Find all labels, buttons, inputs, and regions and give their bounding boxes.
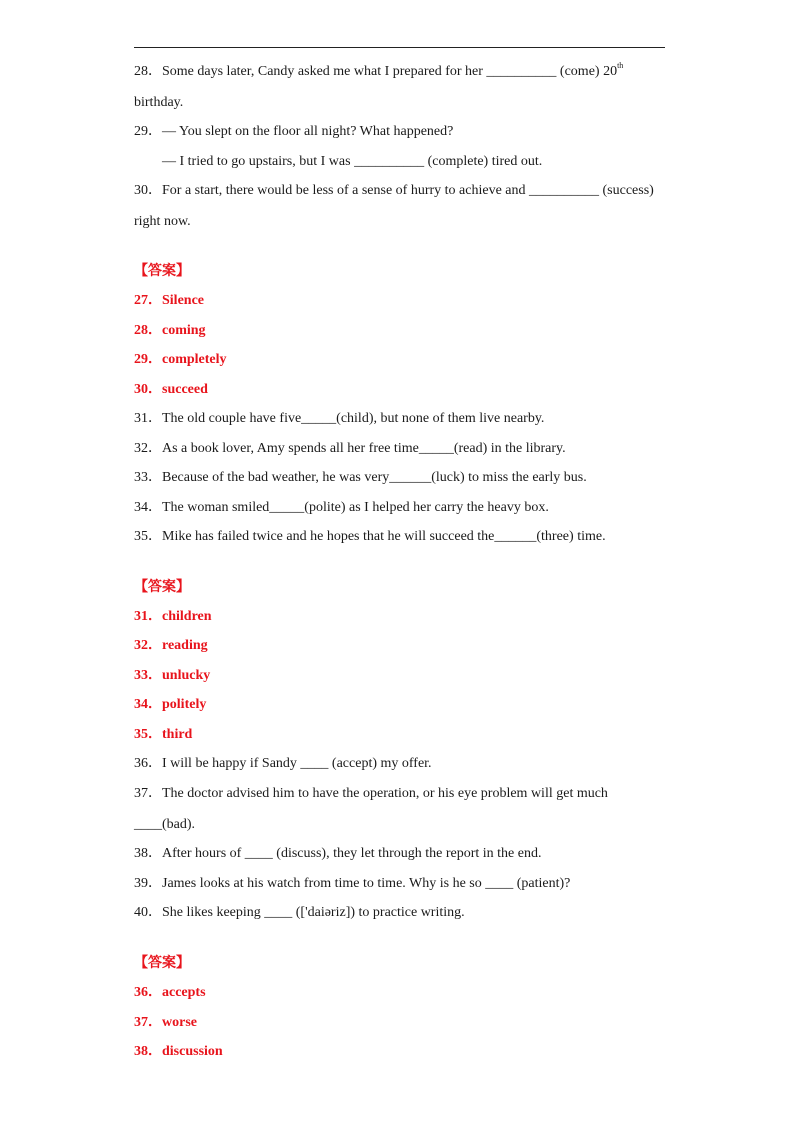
question-32: 32．As a book lover, Amy spends all her free time_____(read) in the library. bbox=[134, 441, 566, 456]
answer-item: 31．children bbox=[134, 609, 212, 624]
question-text: — You slept on the floor all night? What happened? bbox=[162, 124, 454, 139]
answer-item: 28．coming bbox=[134, 323, 206, 338]
question-number: 29． bbox=[134, 124, 162, 139]
answer-item: 29．completely bbox=[134, 352, 227, 367]
question-40: 40．She likes keeping ____ (['daiəriz]) to practice writing. bbox=[134, 905, 465, 920]
answer-heading: 【答案】 bbox=[134, 956, 190, 971]
question-30-continued: right now. bbox=[134, 214, 191, 229]
answer-item: 35．third bbox=[134, 727, 193, 742]
answer-heading: 【答案】 bbox=[134, 580, 190, 595]
question-38: 38．After hours of ____ (discuss), they let through the report in the end. bbox=[134, 846, 542, 861]
question-35: 35．Mike has failed twice and he hopes that he will succeed the______(three) time. bbox=[134, 529, 606, 544]
answer-item: 30．succeed bbox=[134, 382, 208, 397]
question-28 bbox=[134, 63, 623, 81]
question-33: 33．Because of the bad weather, he was very______(luck) to miss the early bus. bbox=[134, 470, 587, 485]
question-number: 28． bbox=[134, 64, 162, 79]
answer-item: 38．discussion bbox=[134, 1044, 223, 1059]
answer-item: 34．politely bbox=[134, 697, 207, 712]
question-30 bbox=[134, 182, 654, 200]
question-39: 39．James looks at his watch from time to time. Why is he so ____ (patient)? bbox=[134, 876, 571, 891]
question-37-continued: ____(bad). bbox=[134, 817, 196, 832]
question-28-continued: birthday. bbox=[134, 95, 184, 110]
question-number: 30． bbox=[134, 183, 162, 198]
answer-item: 32．reading bbox=[134, 638, 208, 653]
header-rule bbox=[134, 47, 665, 48]
answer-heading: 【答案】 bbox=[134, 264, 190, 279]
question-37: 37．The doctor advised him to have the operation, or his eye problem will get much bbox=[134, 786, 608, 801]
question-text: Some days later, Candy asked me what I prepared for her __________ (come) 20 bbox=[162, 64, 618, 79]
answer-item: 37．worse bbox=[134, 1015, 197, 1030]
question-29-reply: — I tried to go upstairs, but I was __________ (complete) tired out. bbox=[162, 154, 543, 169]
answer-item: 36．accepts bbox=[134, 985, 206, 1000]
question-36: 36．I will be happy if Sandy ____ (accept) my offer. bbox=[134, 756, 432, 771]
superscript: th bbox=[617, 61, 624, 70]
question-34: 34．The woman smiled_____(polite) as I helped her carry the heavy box. bbox=[134, 500, 549, 515]
question-31: 31．The old couple have five_____(child), but none of them live nearby. bbox=[134, 411, 545, 426]
answer-item: 27．Silence bbox=[134, 293, 204, 308]
question-text: For a start, there would be less of a sense of hurry to achieve and __________ (success) bbox=[162, 183, 654, 198]
question-29 bbox=[134, 123, 453, 141]
answer-item: 33．unlucky bbox=[134, 668, 211, 683]
